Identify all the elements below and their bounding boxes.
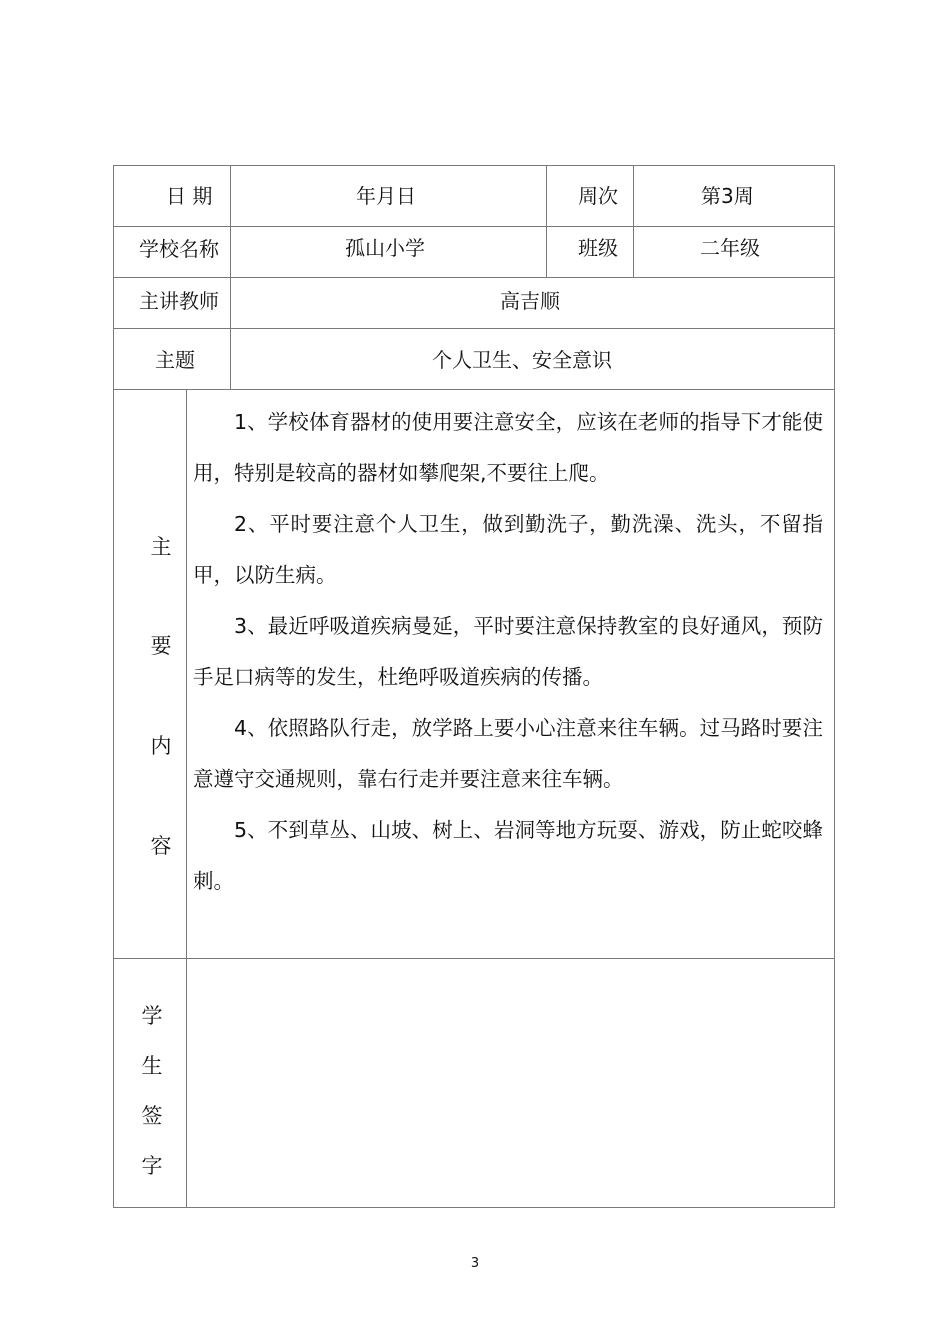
class-label: 班级 <box>578 236 618 260</box>
teacher-label: 主讲教师 <box>139 289 219 313</box>
content-paragraph: 3、最近呼吸道疾病曼延，平时要注意保持教室的良好通风，预防手足口病等的发生，杜绝呼吸道疾病的传播。 <box>193 614 823 689</box>
date-value: 年月日 <box>356 184 416 208</box>
content-label-char: 容 <box>150 834 172 858</box>
signature-area <box>188 960 833 1206</box>
row-divider-4 <box>113 389 835 390</box>
table-border-bottom <box>113 1207 835 1208</box>
content-label-char: 内 <box>150 734 172 758</box>
signature-label-char: 字 <box>141 1154 163 1178</box>
page-number: 3 <box>470 1256 480 1271</box>
week-label: 周次 <box>578 184 618 208</box>
school-label: 学校名称 <box>139 237 219 261</box>
content-paragraph: 2、平时要注意个人卫生，做到勤洗子，勤洗澡、洗头，不留指甲，以防生病。 <box>193 512 823 587</box>
class-value: 二年级 <box>700 236 760 260</box>
topic-label: 主题 <box>155 348 195 372</box>
content-paragraph: 1、学校体育器材的使用要注意安全，应该在老师的指导下才能使用，特别是较高的器材如攀爬架,不要往上爬。 <box>193 410 823 485</box>
table-border-left <box>113 165 114 1208</box>
school-value: 孤山小学 <box>345 236 425 260</box>
table-border-top <box>113 165 835 166</box>
row-divider-3 <box>113 328 835 329</box>
signature-label-char: 生 <box>141 1054 163 1078</box>
content-paragraph: 5、不到草丛、山坡、树上、岩洞等地方玩耍、游戏，防止蛇咬蜂刺。 <box>193 818 823 893</box>
table-border-right <box>834 165 835 1208</box>
label-column-divider <box>230 165 231 389</box>
week-value: 第3周 <box>701 184 754 208</box>
topic-value: 个人卫生、安全意识 <box>432 348 612 372</box>
date-label: 日 期 <box>166 184 213 208</box>
content-label-char: 主 <box>150 535 172 559</box>
week-label-divider-left <box>546 165 547 278</box>
signature-label-char: 签 <box>141 1104 163 1128</box>
week-label-divider-right <box>633 165 634 278</box>
content-label-char: 要 <box>150 634 172 658</box>
content-column-divider <box>186 389 187 1207</box>
signature-label-char: 学 <box>141 1004 163 1028</box>
main-content <box>193 397 823 907</box>
content-paragraph: 4、依照路队行走，放学路上要小心注意来往车辆。过马路时要注意遵守交通规则，靠右行走并要注意来往车辆。 <box>193 716 823 791</box>
teacher-value: 高吉顺 <box>500 289 560 313</box>
row-divider-5 <box>113 958 835 959</box>
row-divider-1 <box>113 226 835 227</box>
row-divider-2 <box>113 277 835 278</box>
